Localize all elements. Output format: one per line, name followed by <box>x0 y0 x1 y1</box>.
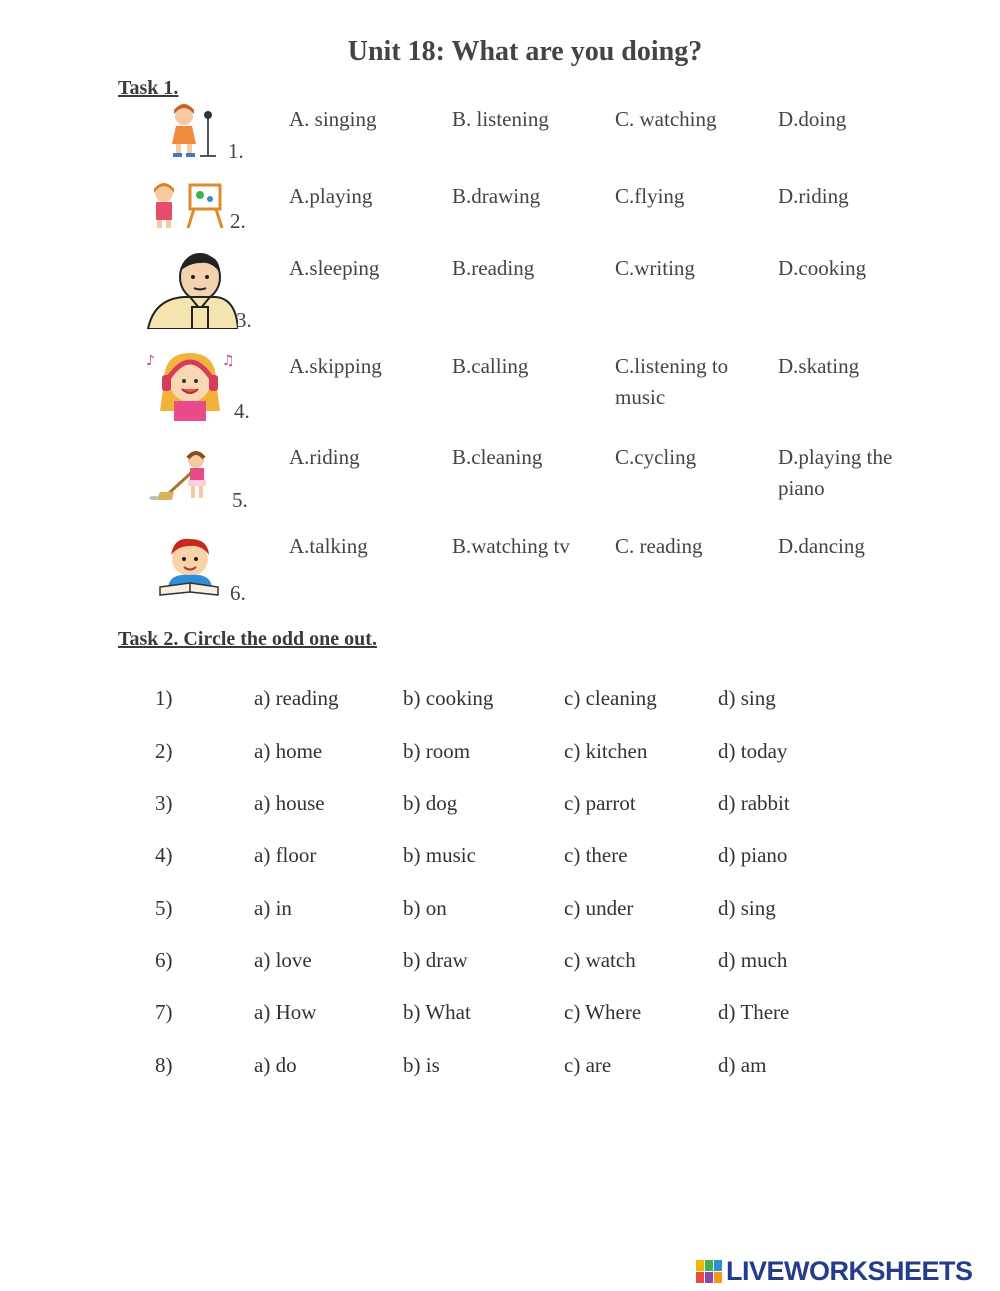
option-c[interactable]: c) parrot <box>564 791 636 815</box>
option-d[interactable]: d) am <box>718 1053 767 1077</box>
task2-question-2 <box>0 739 1000 769</box>
option-d[interactable]: d) much <box>718 948 788 972</box>
girl-singing-picture <box>156 104 226 158</box>
option-c[interactable]: c) watch <box>564 948 636 972</box>
man-picture <box>146 253 238 329</box>
task2-question-1 <box>0 686 1000 716</box>
option-b[interactable]: b) is <box>403 1053 440 1077</box>
question-number: 3. <box>236 308 252 332</box>
option-d[interactable]: D.dancing <box>778 534 865 558</box>
question-number: 1. <box>228 139 244 163</box>
option-b[interactable]: B.calling <box>452 354 529 378</box>
option-b[interactable]: b) music <box>403 843 476 867</box>
girl-headphones-picture <box>144 351 236 421</box>
option-d[interactable]: D.doing <box>778 107 847 131</box>
question-number: 5. <box>232 488 248 512</box>
question-number: 2. <box>230 209 246 233</box>
option-a[interactable]: a) home <box>254 739 323 763</box>
task2-question-8 <box>0 1053 1000 1083</box>
option-c[interactable]: c) under <box>564 896 634 920</box>
task2-question-6 <box>0 948 1000 978</box>
option-c[interactable]: C.writing <box>615 256 695 280</box>
question-number: 5) <box>155 896 173 920</box>
girl-drawing-picture <box>148 181 228 229</box>
question-number: 1) <box>155 686 173 710</box>
logo-tile <box>705 1260 713 1271</box>
question-number: 6. <box>230 581 246 605</box>
option-c[interactable]: c) are <box>564 1053 612 1077</box>
girl-sweeping-picture <box>148 450 230 502</box>
option-b[interactable]: B.watching tv <box>452 534 570 558</box>
task2-question-7 <box>0 1000 1000 1030</box>
logo-tile <box>714 1260 722 1271</box>
question-number: 3) <box>155 791 173 815</box>
option-a[interactable]: a) reading <box>254 686 339 710</box>
question-number: 8) <box>155 1053 173 1077</box>
option-b[interactable]: b) draw <box>403 948 468 972</box>
option-d[interactable]: D.playing the piano <box>778 445 893 500</box>
option-a[interactable]: A.skipping <box>289 354 382 378</box>
option-b[interactable]: b) dog <box>403 791 458 815</box>
logo-tiles-icon <box>696 1260 722 1283</box>
option-d[interactable]: d) rabbit <box>718 791 790 815</box>
option-d[interactable]: d) sing <box>718 686 776 710</box>
logo-tile <box>696 1260 704 1271</box>
option-a[interactable]: a) in <box>254 896 292 920</box>
option-b[interactable]: b) on <box>403 896 447 920</box>
option-b[interactable]: b) cooking <box>403 686 494 710</box>
task2-heading-prefix: Task 2. <box>118 628 179 650</box>
liveworksheets-logo[interactable] <box>696 1254 973 1288</box>
question-number: 4) <box>155 843 173 867</box>
boy-reading-picture <box>156 537 222 599</box>
option-a[interactable]: A.playing <box>289 184 373 208</box>
logo-tile <box>714 1272 722 1283</box>
task2-heading-text: Circle the odd one out. <box>183 628 377 650</box>
option-d[interactable]: D.cooking <box>778 256 867 280</box>
option-c[interactable]: c) there <box>564 843 628 867</box>
option-c[interactable]: C.flying <box>615 184 685 208</box>
option-b[interactable]: B. listening <box>452 107 549 131</box>
option-a[interactable]: A.riding <box>289 445 360 469</box>
option-a[interactable]: a) house <box>254 791 325 815</box>
option-b[interactable]: B.drawing <box>452 184 541 208</box>
option-c[interactable]: C.cycling <box>615 445 697 469</box>
option-b[interactable]: B.cleaning <box>452 445 543 469</box>
option-b[interactable]: b) What <box>403 1000 471 1024</box>
question-number: 4. <box>234 399 250 423</box>
option-c[interactable]: c) Where <box>564 1000 642 1024</box>
option-b[interactable]: b) room <box>403 739 471 763</box>
task2-question-4 <box>0 843 1000 873</box>
option-c[interactable]: c) kitchen <box>564 739 648 763</box>
option-d[interactable]: d) There <box>718 1000 790 1024</box>
option-a[interactable]: a) love <box>254 948 312 972</box>
logo-tile <box>705 1272 713 1283</box>
svg-text:♪: ♪ <box>146 353 155 369</box>
option-a[interactable]: a) do <box>254 1053 297 1077</box>
option-a[interactable]: A.talking <box>289 534 368 558</box>
option-c[interactable]: c) cleaning <box>564 686 657 710</box>
option-a[interactable]: a) floor <box>254 843 317 867</box>
option-d[interactable]: d) piano <box>718 843 788 867</box>
logo-tile <box>696 1272 704 1283</box>
option-b[interactable]: B.reading <box>452 256 535 280</box>
page-title: Unit 18: What are you doing? <box>347 36 703 67</box>
task2-question-5 <box>0 896 1000 926</box>
option-a[interactable]: A.sleeping <box>289 256 380 280</box>
option-d[interactable]: d) today <box>718 739 788 763</box>
question-number: 6) <box>155 948 173 972</box>
task2-heading <box>118 628 377 651</box>
option-a[interactable]: A. singing <box>289 107 377 131</box>
question-number: 7) <box>155 1000 173 1024</box>
option-d[interactable]: d) sing <box>718 896 776 920</box>
option-c[interactable]: C. reading <box>615 534 703 558</box>
option-d[interactable]: D.riding <box>778 184 849 208</box>
question-number: 2) <box>155 739 173 763</box>
option-a[interactable]: a) How <box>254 1000 317 1024</box>
task1-heading: Task 1. <box>118 77 179 99</box>
svg-text:♫: ♫ <box>222 353 235 369</box>
logo-text: LIVEWORKSHEETS <box>726 1255 973 1286</box>
option-d[interactable]: D.skating <box>778 354 860 378</box>
option-c[interactable]: C.listening to music <box>615 354 729 409</box>
task2-question-3 <box>0 791 1000 821</box>
option-c[interactable]: C. watching <box>615 107 717 131</box>
